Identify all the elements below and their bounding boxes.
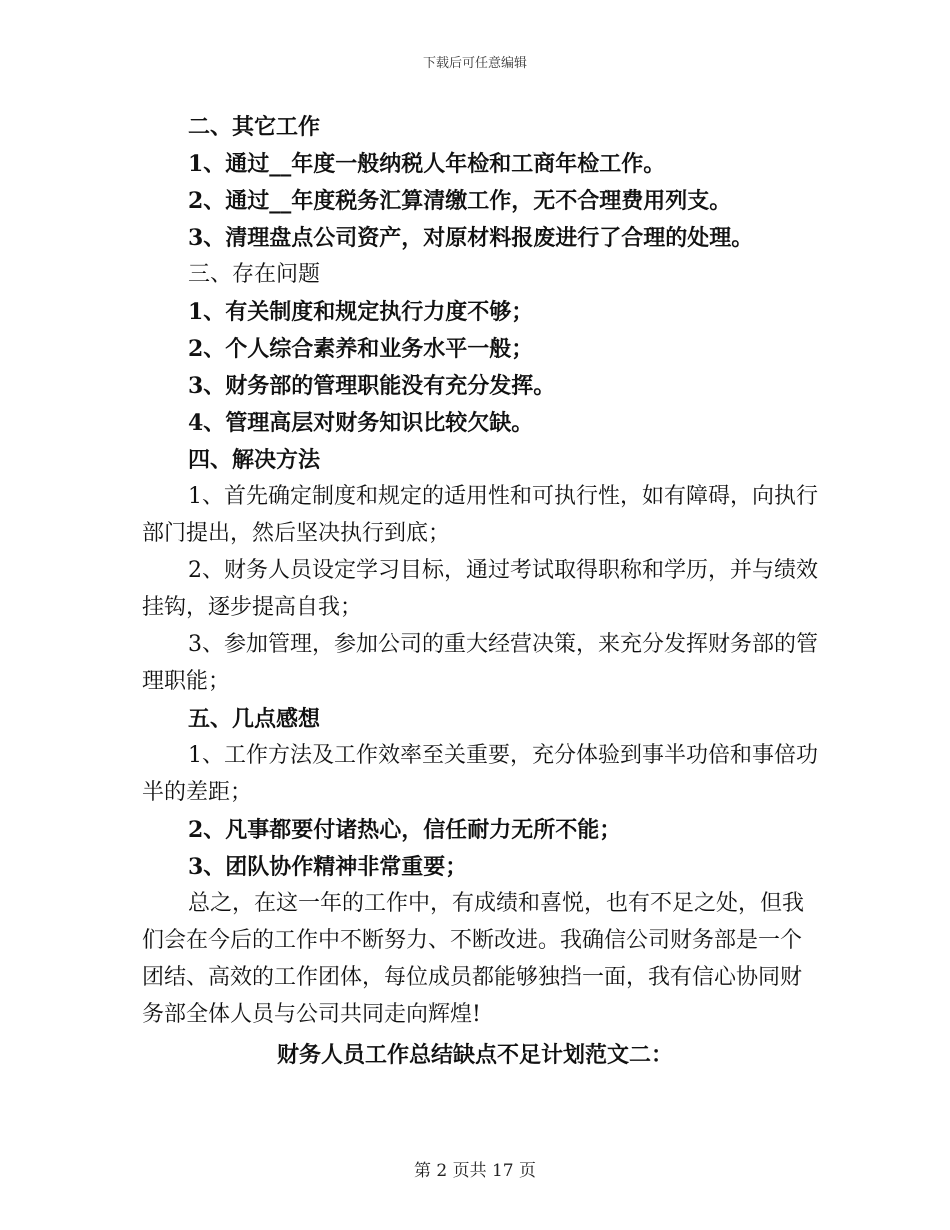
list-item: 1、有关制度和规定执行力度不够；	[188, 299, 534, 325]
list-item: 4、管理高层对财务知识比较欠缺。	[188, 410, 534, 436]
paragraph-line: 们会在今后的工作中不断努力、不断改进。我确信公司财务部是一个	[142, 928, 803, 953]
paragraph-line: 部门提出，然后坚决执行到底；	[142, 521, 451, 546]
next-article-title: 财务人员工作总结缺点不足计划范文二：	[276, 1042, 673, 1068]
list-item: 3、清理盘点公司资产，对原材料报废进行了合理的处理。	[188, 225, 754, 251]
paragraph-line: 团结、高效的工作团体，每位成员都能够独挡一面，我有信心协同财	[142, 965, 803, 990]
paragraph-line: 总之，在这一年的工作中，有成绩和喜悦，也有不足之处，但我	[188, 891, 805, 916]
paragraph-line: 挂钩，逐步提高自我；	[142, 595, 363, 620]
paragraph-line: 3、参加管理，参加公司的重大经营决策，来充分发挥财务部的管	[188, 632, 818, 657]
list-item: 3、团队协作精神非常重要；	[188, 854, 468, 880]
paragraph-line: 2、财务人员设定学习目标，通过考试取得职称和学历，并与绩效	[188, 558, 818, 583]
list-item: 3、财务部的管理职能没有充分发挥。	[188, 373, 556, 399]
paragraph-line: 理职能；	[142, 669, 231, 694]
list-item: 2、个人综合素养和业务水平一般；	[188, 336, 534, 362]
paragraph-line: 务部全体人员与公司共同走向辉煌!	[142, 1002, 481, 1027]
list-item: 2、通过__年度税务汇算清缴工作，无不合理费用列支。	[188, 188, 732, 214]
section-heading: 五、几点感想	[188, 706, 321, 732]
section-heading: 三、存在问题	[188, 262, 321, 287]
list-item: 2、凡事都要付诸热心，信任耐力无所不能；	[188, 817, 622, 843]
paragraph-line: 1、首先确定制度和规定的适用性和可执行性，如有障碍，向执行	[188, 484, 818, 509]
section-heading: 四、解决方法	[188, 447, 321, 473]
section-heading: 二、其它工作	[188, 114, 321, 140]
paragraph-line: 1、工作方法及工作效率至关重要，充分体验到事半功倍和事倍功	[188, 743, 818, 768]
page-header: 下载后可任意编辑	[422, 56, 527, 71]
page-number: 第 2 页共 17 页	[413, 1161, 537, 1181]
paragraph-line: 半的差距；	[142, 780, 253, 805]
list-item: 1、通过__年度一般纳税人年检和工商年检工作。	[188, 151, 666, 177]
